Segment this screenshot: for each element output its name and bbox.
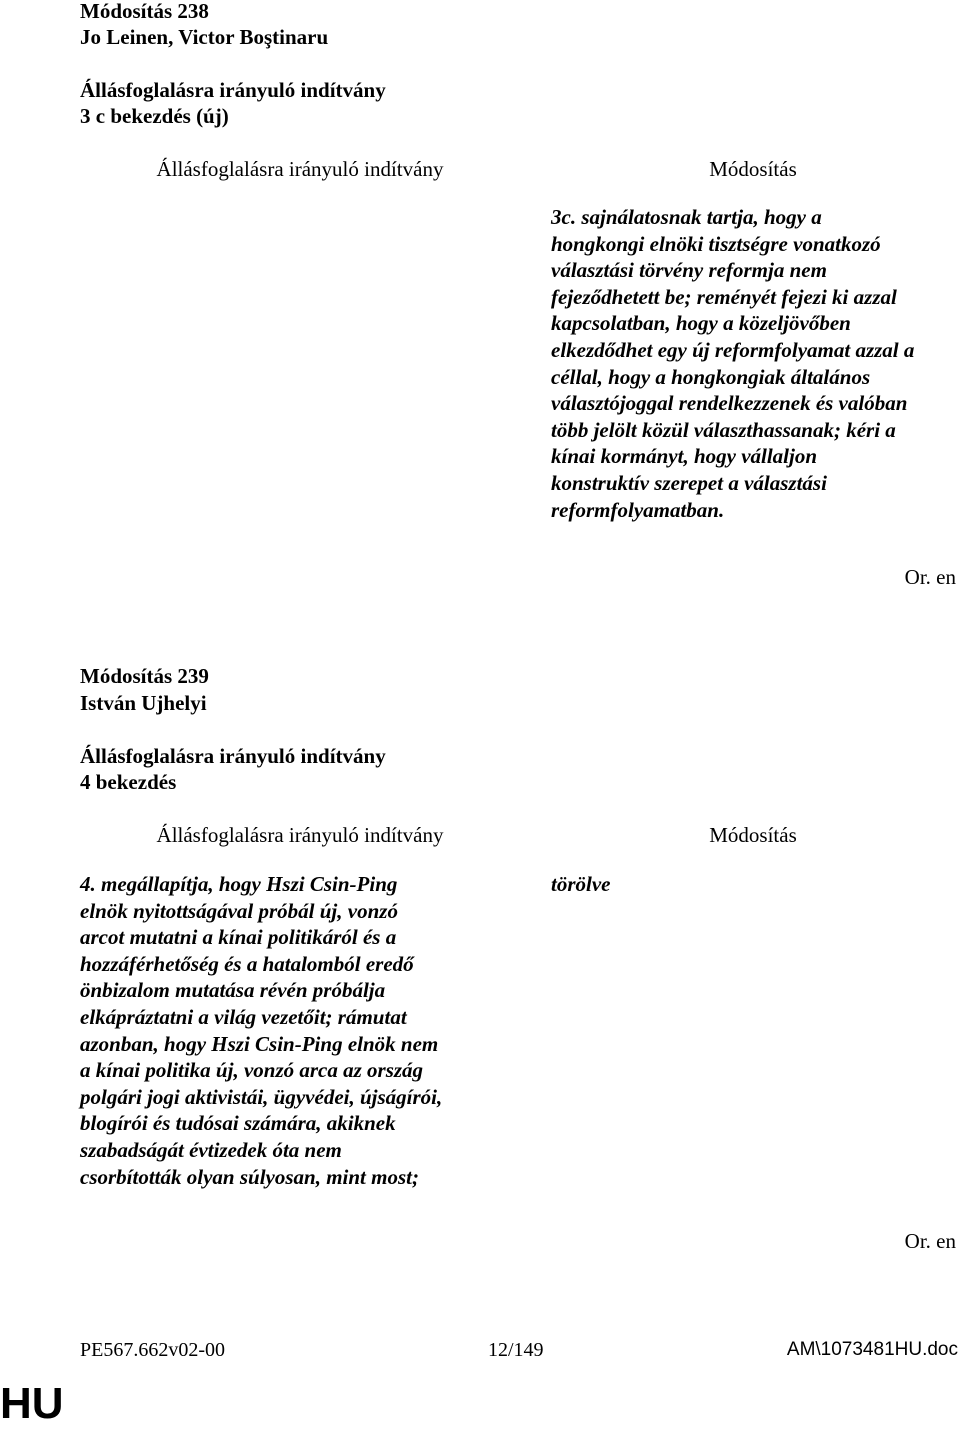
amendment-right-text (551, 204, 914, 523)
text-line: elkezdődhet egy új reformfolyamat azzal a (551, 337, 915, 362)
original-language: Or. en (904, 565, 956, 589)
amendment-number: Módosítás 239 (80, 664, 209, 688)
text-line: választójoggal rendelkezzenek és valóban (551, 391, 908, 416)
footer-file-name: AM\1073481HU.doc (786, 1339, 958, 1360)
text-line: fejeződhetett be; reményét fejezi ki azzal (551, 284, 897, 309)
text-line: a kínai politika új, vonzó arca az ország (80, 1058, 424, 1083)
text-line: törölve (551, 872, 611, 896)
amendment-right-text (551, 871, 610, 898)
amendment-target: Állásfoglalásra irányuló indítvány (80, 78, 386, 102)
amendment-paragraph: 4 bekezdés (80, 770, 177, 794)
text-line: csorbították olyan súlyosan, mint most; (80, 1164, 419, 1189)
text-line: önbizalom mutatása révén próbálja (80, 978, 386, 1003)
text-line: elnök nyitottságával próbál új, vonzó (80, 898, 398, 923)
text-line: céllal, hogy a hongkongiak általános (551, 364, 871, 389)
text-line: több jelölt közül választhassanak; kéri a (551, 417, 896, 442)
text-line: 3c. sajnálatosnak tartja, hogy a (551, 205, 822, 229)
amendment-paragraph: 3 c bekezdés (új) (80, 104, 229, 128)
footer-page-number: 12/149 (488, 1339, 544, 1361)
amendment-authors: Jo Leinen, Victor Boştinaru (80, 25, 329, 49)
text-line: azonban, hogy Hszi Csin-Ping elnök nem (80, 1031, 439, 1056)
amendment-target: Állásfoglalásra irányuló indítvány (80, 744, 386, 768)
amendment-authors: István Ujhelyi (80, 691, 207, 715)
text-line: hozzáférhetőség és a hatalomból eredő (80, 951, 414, 976)
text-line: szabadságát évtizedek óta nem (80, 1137, 342, 1162)
footer-doc-ref: PE567.662v02-00 (80, 1339, 225, 1361)
text-line: hongkongi elnöki tisztségre vonatkozó (551, 231, 881, 256)
column-header-left: Állásfoglalásra irányuló indítvány (156, 823, 444, 847)
amendment-number: Módosítás 238 (80, 0, 209, 23)
text-line: reformfolyamatban. (551, 497, 725, 522)
text-line: kínai kormányt, hogy vállaljon (551, 444, 818, 469)
text-line: elkápráztatni a világ vezetőit; rámutat (80, 1004, 407, 1029)
column-header-right: Módosítás (709, 823, 797, 847)
text-line: blogírói és tudósai számára, akiknek (80, 1111, 396, 1136)
language-code: HU (0, 1379, 64, 1428)
text-line: 4. megállapítja, hogy Hszi Csin-Ping (80, 872, 398, 896)
column-header-left: Állásfoglalásra irányuló indítvány (156, 157, 444, 181)
amendment-left-text (80, 871, 442, 1190)
text-line: arcot mutatni a kínai politikáról és a (80, 925, 397, 950)
column-header-right: Módosítás (709, 157, 797, 181)
text-line: polgári jogi aktivistái, ügyvédei, újságírói, (80, 1084, 443, 1109)
text-line: választási törvény reformja nem (551, 258, 827, 283)
text-line: kapcsolatban, hogy a közeljövőben (551, 311, 851, 336)
text-line: konstruktív szerepet a választási (551, 470, 827, 495)
original-language: Or. en (904, 1229, 956, 1253)
